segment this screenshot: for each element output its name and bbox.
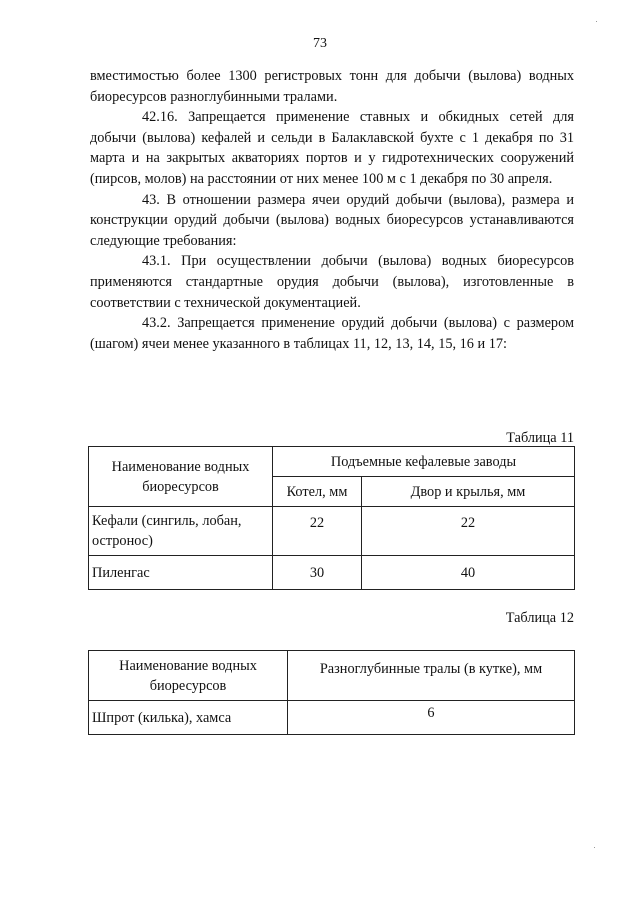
table-12-caption: Таблица 12 xyxy=(505,610,574,626)
table-11-header-col1: Котел, мм xyxy=(273,477,362,507)
table-11-header-group: Подъемные кефалевые заводы xyxy=(273,447,575,477)
table-12 xyxy=(88,650,575,735)
paragraph-43-2: 43.2. Запрещается применение орудий добычи (вылова) с размером (шагом) ячеи менее указанного в таблицах 11, 12, 13, 14, 15, 16 и 17: xyxy=(90,315,574,352)
paragraph-43: 43. В отношении размера ячеи орудий добычи (вылова), размера и конструкции орудий добычи (вылова) водных биоресурсов устанавливаются следующие требования: xyxy=(90,191,574,249)
table-11-header-name: Наименование водных биоресурсов xyxy=(89,447,273,507)
scan-speck xyxy=(596,21,597,22)
table-11-row-name: Кефали (сингиль, лобан, остронос) xyxy=(89,507,273,556)
table-11-row-col2: 22 xyxy=(362,507,575,556)
table-11-row-col2: 40 xyxy=(362,556,575,590)
table-11-header-col2: Двор и крылья, мм xyxy=(362,477,575,507)
table-11-caption: Таблица 11 xyxy=(506,430,574,446)
paragraph-continuation: вместимостью более 1300 регистровых тонн для добычи (вылова) водных биоресурсов разноглубинными тралами. xyxy=(90,68,574,105)
table-11-row-name: Пиленгас xyxy=(89,556,273,590)
table-11-row-col1: 22 xyxy=(273,507,362,556)
table-11 xyxy=(88,446,575,590)
table-12-header-name: Наименование водных биоресурсов xyxy=(89,651,288,701)
body-text-block xyxy=(90,66,574,354)
paragraph-42-16: 42.16. Запрещается применение ставных и обкидных сетей для добычи (вылова) кефалей и сельди в Балаклавской бухте с 1 декабря по 31 марта и на закрытых акваториях портов и у гидротехнических сооружений (пирсов, молов) на расстоянии от них менее 100 м с 1 декабря по 30 апреля. xyxy=(90,109,574,187)
table-12-header-col: Разноглубинные тралы (в кутке), мм xyxy=(288,651,575,701)
page-number: 73 xyxy=(313,36,327,51)
table-11-row-col1: 30 xyxy=(273,556,362,590)
table-12-row-value: 6 xyxy=(288,701,575,735)
paragraph-43-1: 43.1. При осуществлении добычи (вылова) водных биоресурсов применяются стандартные орудия добычи (вылова), изготовленные в соответствии с технической документацией. xyxy=(90,253,574,311)
table-12-row-name: Шпрот (килька), хамса xyxy=(89,701,288,735)
scan-speck xyxy=(594,847,595,848)
